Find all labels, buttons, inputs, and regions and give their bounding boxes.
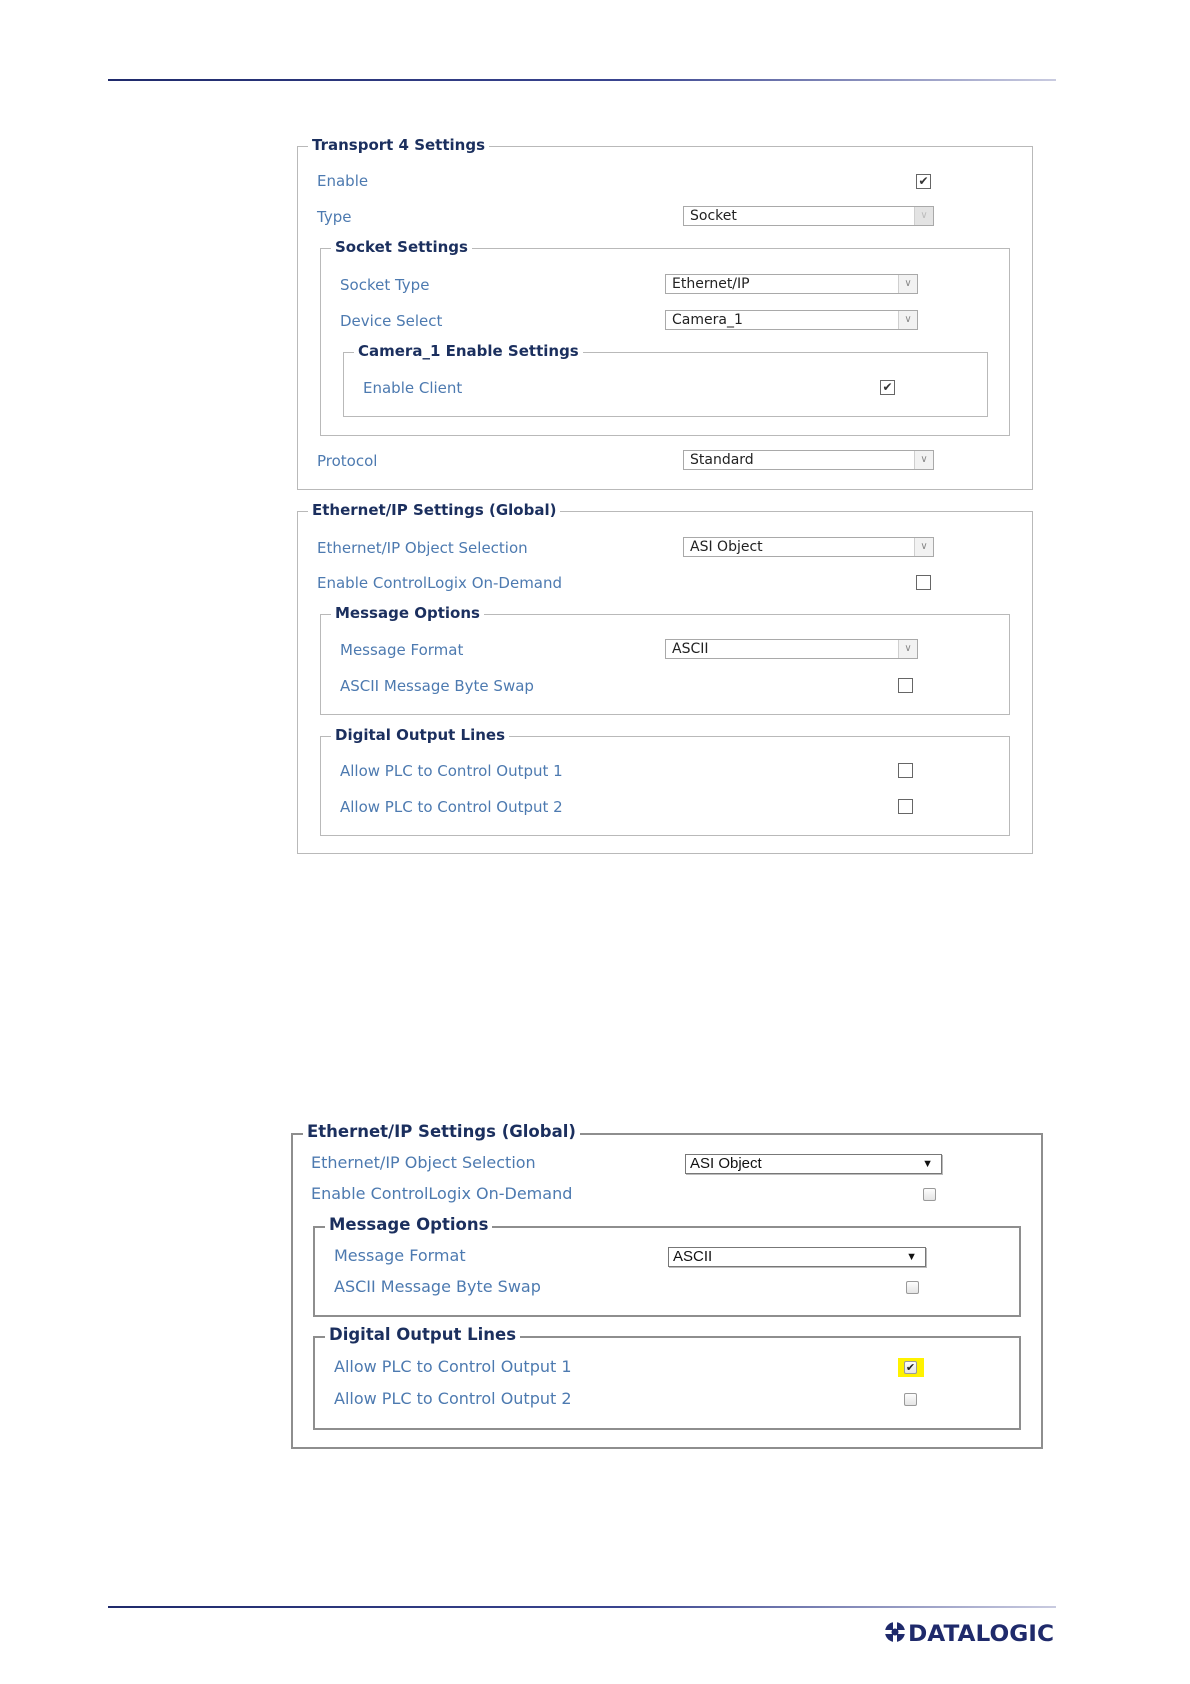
device-select-value: Camera_1	[672, 312, 743, 328]
chevron-down-icon: ∨	[898, 311, 917, 329]
socket-type-value: Ethernet/IP	[672, 276, 750, 292]
output1-label: Allow PLC to Control Output 1	[340, 762, 563, 780]
type-select[interactable]	[683, 206, 934, 226]
controllogix-checkbox[interactable]	[923, 1188, 936, 1201]
type-label: Type	[317, 208, 352, 226]
message-format-select[interactable]	[668, 1247, 926, 1267]
chevron-down-icon: ∨	[898, 275, 917, 293]
message-format-value: ASCII	[673, 1248, 713, 1265]
object-selection-label: Ethernet/IP Object Selection	[317, 539, 528, 557]
chevron-down-icon: ∨	[914, 538, 933, 556]
object-selection-select[interactable]	[685, 1154, 942, 1174]
group-title: Transport 4 Settings	[308, 135, 489, 155]
chevron-down-icon: ∨	[914, 451, 933, 469]
enable-label: Enable	[317, 172, 369, 190]
byte-swap-label: ASCII Message Byte Swap	[334, 1277, 541, 1296]
footer-rule	[108, 1606, 1056, 1608]
group-title: Message Options	[325, 1215, 492, 1235]
output2-checkbox[interactable]	[904, 1393, 917, 1406]
device-select-label: Device Select	[340, 312, 443, 330]
enable-checkbox[interactable]: ✔	[916, 174, 931, 189]
datalogic-logo	[884, 1617, 1056, 1647]
output2-label: Allow PLC to Control Output 2	[334, 1389, 572, 1408]
device-select[interactable]	[665, 310, 918, 330]
group-title: Digital Output Lines	[325, 1325, 520, 1345]
object-selection-label: Ethernet/IP Object Selection	[311, 1153, 536, 1172]
object-selection-value: ASI Object	[690, 539, 763, 555]
header-rule	[108, 79, 1056, 81]
message-format-label: Message Format	[334, 1246, 466, 1265]
socket-type-label: Socket Type	[340, 276, 430, 294]
group-title: Message Options	[331, 603, 484, 623]
message-format-select[interactable]	[665, 639, 918, 659]
controllogix-label: Enable ControlLogix On-Demand	[317, 574, 563, 592]
group-title: Digital Output Lines	[331, 725, 509, 745]
group-title: Ethernet/IP Settings (Global)	[308, 500, 560, 520]
group-title: Camera_1 Enable Settings	[354, 341, 583, 361]
caret-down-icon: ▼	[906, 1251, 917, 1263]
enable-client-checkbox[interactable]: ✔	[880, 380, 895, 395]
message-format-label: Message Format	[340, 641, 464, 659]
logo-mark-icon	[885, 1622, 905, 1642]
group-title: Socket Settings	[331, 237, 472, 257]
controllogix-checkbox[interactable]	[916, 575, 931, 590]
byte-swap-checkbox[interactable]	[906, 1281, 919, 1294]
logo-wordmark: DATALOGIC	[908, 1622, 1054, 1647]
output1-label: Allow PLC to Control Output 1	[334, 1357, 572, 1376]
digital-output-lines-group	[313, 1325, 1021, 1430]
socket-type-select[interactable]	[665, 274, 918, 294]
enable-client-label: Enable Client	[363, 379, 463, 397]
message-options-group	[313, 1215, 1021, 1317]
message-format-value: ASCII	[672, 641, 709, 657]
object-selection-select[interactable]	[683, 537, 934, 557]
byte-swap-label: ASCII Message Byte Swap	[340, 677, 534, 695]
output2-label: Allow PLC to Control Output 2	[340, 798, 563, 816]
byte-swap-checkbox[interactable]	[898, 678, 913, 693]
object-selection-value: ASI Object	[690, 1155, 762, 1172]
chevron-down-icon: ∨	[914, 207, 933, 225]
digital-output-lines-group	[320, 726, 1010, 836]
group-title: Ethernet/IP Settings (Global)	[303, 1122, 580, 1142]
caret-down-icon: ▼	[922, 1158, 933, 1170]
protocol-select[interactable]	[683, 450, 934, 470]
output2-checkbox[interactable]	[898, 799, 913, 814]
type-select-value: Socket	[690, 208, 737, 224]
controllogix-label: Enable ControlLogix On-Demand	[311, 1184, 573, 1203]
message-options-group	[320, 604, 1010, 715]
chevron-down-icon: ∨	[898, 640, 917, 658]
protocol-label: Protocol	[317, 452, 378, 470]
output1-checkbox[interactable]	[898, 763, 913, 778]
output1-checkbox[interactable]: ✔	[905, 1361, 916, 1374]
protocol-select-value: Standard	[690, 452, 754, 468]
